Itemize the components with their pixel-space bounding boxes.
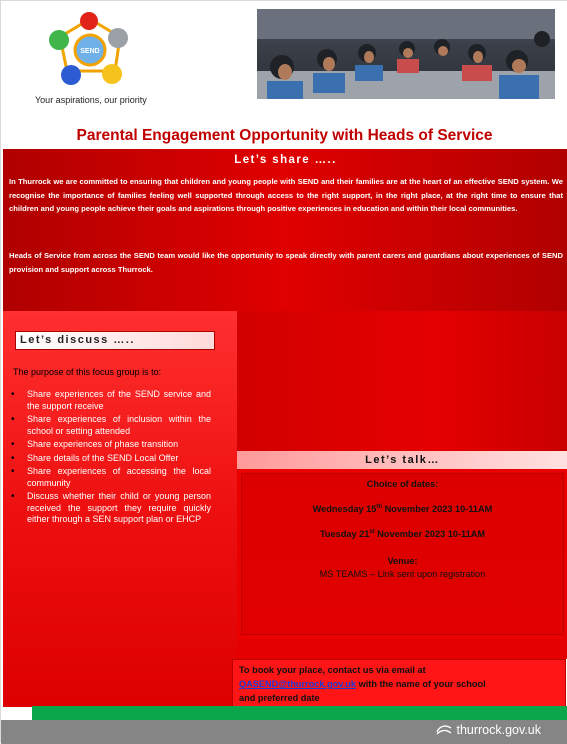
date-option-1 (237, 504, 567, 514)
share-paragraph-1: In Thurrock we are committed to ensuring that children and young people with SEND and their families are at the heart of an effective SEND system. We recognise the importance of families feeling well supported through access to the right support, in the right place, at the right time to ensure that children and young people achieve their goals and aspirations through positive experiences in education and within their local communities. (9, 177, 563, 214)
venue-label: Venue: (387, 556, 418, 566)
booking-line-3: and preferred date (239, 693, 320, 703)
classroom-photo (257, 9, 555, 99)
share-paragraph-2: Heads of Service from across the SEND team would like the opportunity to speak directly with parent carers and guardians about experiences of SEND provision and support across Thurrock. (9, 251, 563, 274)
booking-line-2-rest: with the name of your school (356, 679, 486, 689)
date-1-rest: November 2023 10-11AM (382, 504, 493, 515)
talk-inner-box (241, 473, 564, 635)
date-2-rest: November 2023 10-11AM (374, 529, 486, 540)
date-2-day: Tuesday 21 (319, 529, 370, 540)
date-2-suffix: st (369, 529, 375, 535)
footer-brand (436, 723, 541, 737)
talk-section (237, 469, 567, 639)
list-item: • Share experiences of inclusion within the school or setting attended (11, 414, 211, 437)
booking-line-1: To book your place, contact us via email at (239, 665, 426, 675)
list-item: • Share experiences of the SEND service and the support receive (11, 389, 211, 412)
venue-value: MS TEAMS – Link sent upon registration (319, 569, 486, 579)
share-section (3, 149, 567, 311)
discuss-list (11, 389, 211, 528)
page-title: Parental Engagement Opportunity with Heads of Service (76, 127, 493, 144)
choice-of-dates-label: Choice of dates: (366, 479, 439, 489)
discuss-heading: Let’s discuss ….. (20, 334, 135, 346)
discuss-heading-box (15, 331, 215, 350)
date-option-2 (237, 529, 567, 539)
right-panel-spacer (237, 639, 567, 659)
talk-heading-bar (237, 451, 567, 469)
date-1-suffix: th (376, 504, 383, 510)
booking-line-2 (239, 679, 486, 689)
booking-email-link[interactable]: QASEND@thurrock.gov.uk (239, 679, 357, 689)
right-panel-top (237, 311, 567, 451)
list-item: • Share experiences of accessing the local community (11, 466, 211, 489)
list-item: • Discuss whether their child or young person received the support they require quickly either through a SEN support plan or EHCP (11, 491, 211, 526)
discuss-intro: The purpose of this focus group is to: (13, 367, 162, 377)
footer-green-band (32, 706, 567, 720)
list-item: • Share experiences of phase transition (11, 439, 211, 451)
list-item: • Share details of the SEND Local Offer (11, 453, 211, 465)
discuss-section (3, 311, 237, 707)
talk-heading: Let’s talk… (365, 454, 440, 466)
share-heading: Let’s share ….. (234, 154, 337, 166)
footer-brand-text: thurrock.gov.uk (456, 723, 541, 737)
tagline: Your aspirations, our priority (35, 95, 147, 105)
thurrock-swirl-icon (436, 724, 452, 736)
send-logo (45, 9, 135, 91)
logo-text: SEND (80, 48, 100, 55)
date-1-day: Wednesday 15 (312, 504, 377, 515)
booking-box (232, 659, 566, 707)
